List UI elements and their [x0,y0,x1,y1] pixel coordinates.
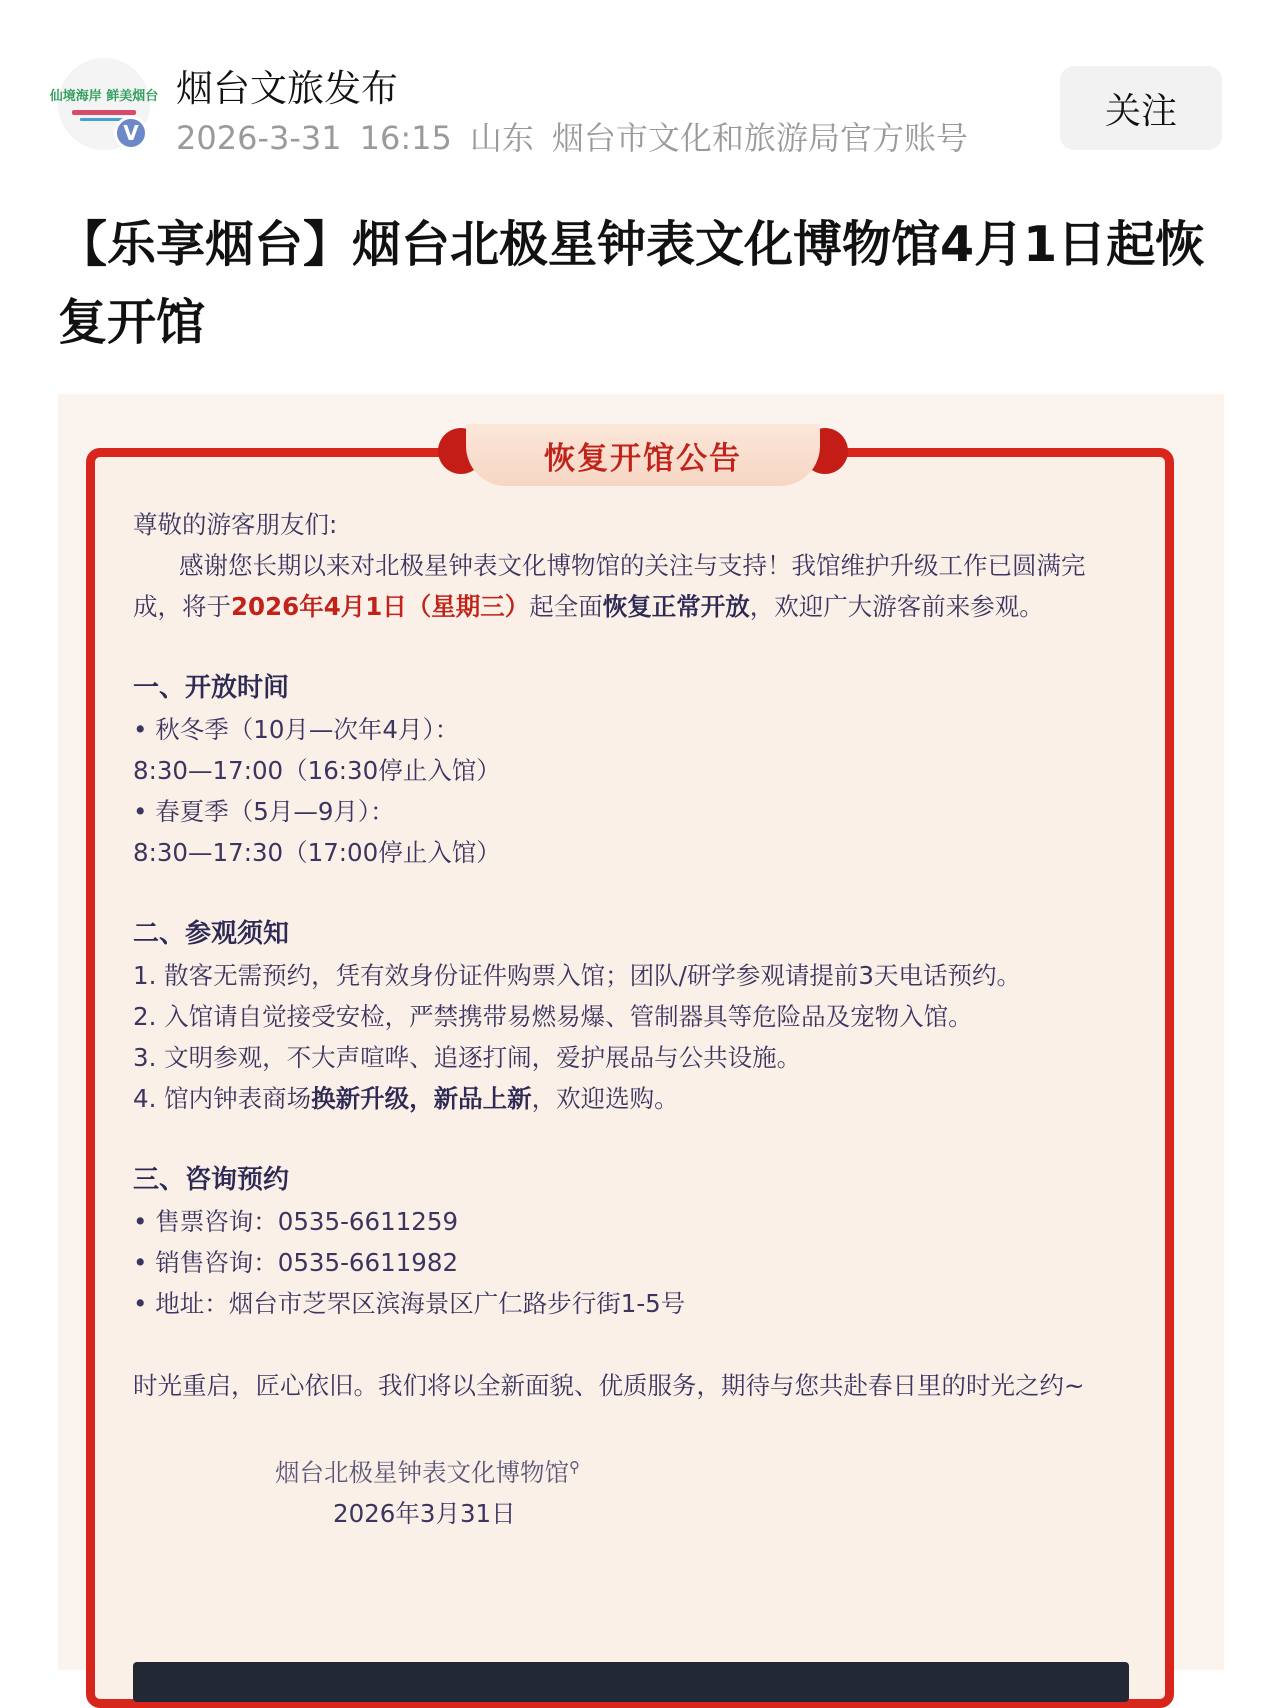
post-time: 16:15 [359,119,452,157]
section-hours-title: 一、开放时间 [133,673,290,703]
banner [438,424,848,500]
reopen-highlight: 恢复正常开放 [602,592,750,621]
hours-season-2: • 春夏季（5月—9月）： [133,797,395,826]
greeting: 尊敬的游客朋友们: [133,510,338,539]
hours-season-1: • 秋冬季（10月—次年4月）： [133,715,460,744]
svg-text:仙境海岸 鲜美烟台: 仙境海岸 鲜美烟台 [49,89,159,104]
post-meta [176,113,986,159]
notice-item-3: 3. 文明参观，不大声喧哗、追逐打闹，爱护展品与公共设施。 [133,1043,802,1072]
poster-content [133,504,1133,1534]
hours-time-1: 8:30—17:00（16:30停止入馆） [133,756,501,785]
follow-button[interactable]: 关注 [1060,66,1222,150]
signature-date: 2026年3月31日 [333,1499,516,1529]
article-title: 【乐享烟台】烟台北极星钟表文化博物馆4月1日起恢复开馆 [58,216,1205,351]
museum-address: • 地址：烟台市芝罘区滨海景区广仁路步行街1-5号 [133,1289,686,1318]
banner-title: 恢复开馆公告 [466,424,820,486]
signature[interactable]: 烟台北极星钟表文化博物馆⚲ [275,1458,580,1488]
account-description: 烟台市文化和旅游局官方账号 [551,119,968,157]
intro-paragraph: 感谢您长期以来对北极星钟表文化博物馆的关注与支持！我馆维护升级工作已圆满完成，将于2026年4月1日（星期三）起全面恢复正常开放，欢迎广大游客前来参观。 [133,551,1086,621]
reopen-date: 2026年4月1日（星期三） [231,592,530,621]
account-name[interactable]: 烟台文旅发布 [176,67,398,110]
post-header [0,0,1280,160]
notice-item-2: 2. 入馆请自觉接受安检，严禁携带易燃易爆、管制器具等危险品及宠物入馆。 [133,1002,973,1031]
closing-message: 时光重启，匠心依旧。我们将以全新面貌、优质服务，期待与您共赴春日里的时光之约~ [133,1371,1085,1400]
sales-phone: • 销售咨询：0535-6611982 [133,1248,459,1277]
post-date: 2026-3-31 [176,119,342,157]
post-location: 山东 [469,119,534,157]
ticket-phone: • 售票咨询：0535-6611259 [133,1207,459,1236]
notice-item-4: 4. 馆内钟表商场换新升级，新品上新，欢迎选购。 [133,1084,679,1113]
verified-badge-icon: V [114,116,148,150]
notice-item-1: 1. 散客无需预约，凭有效身份证件购票入馆；团队/研学参观请提前3天电话预约。 [133,961,1022,990]
search-icon: ⚲ [569,1458,580,1476]
section-notice-title: 二、参观须知 [133,919,290,949]
next-image-preview [133,1662,1129,1702]
hours-time-2: 8:30—17:30（17:00停止入馆） [133,838,501,867]
section-contact-title: 三、咨询预约 [133,1165,290,1195]
announcement-poster [58,394,1224,1670]
